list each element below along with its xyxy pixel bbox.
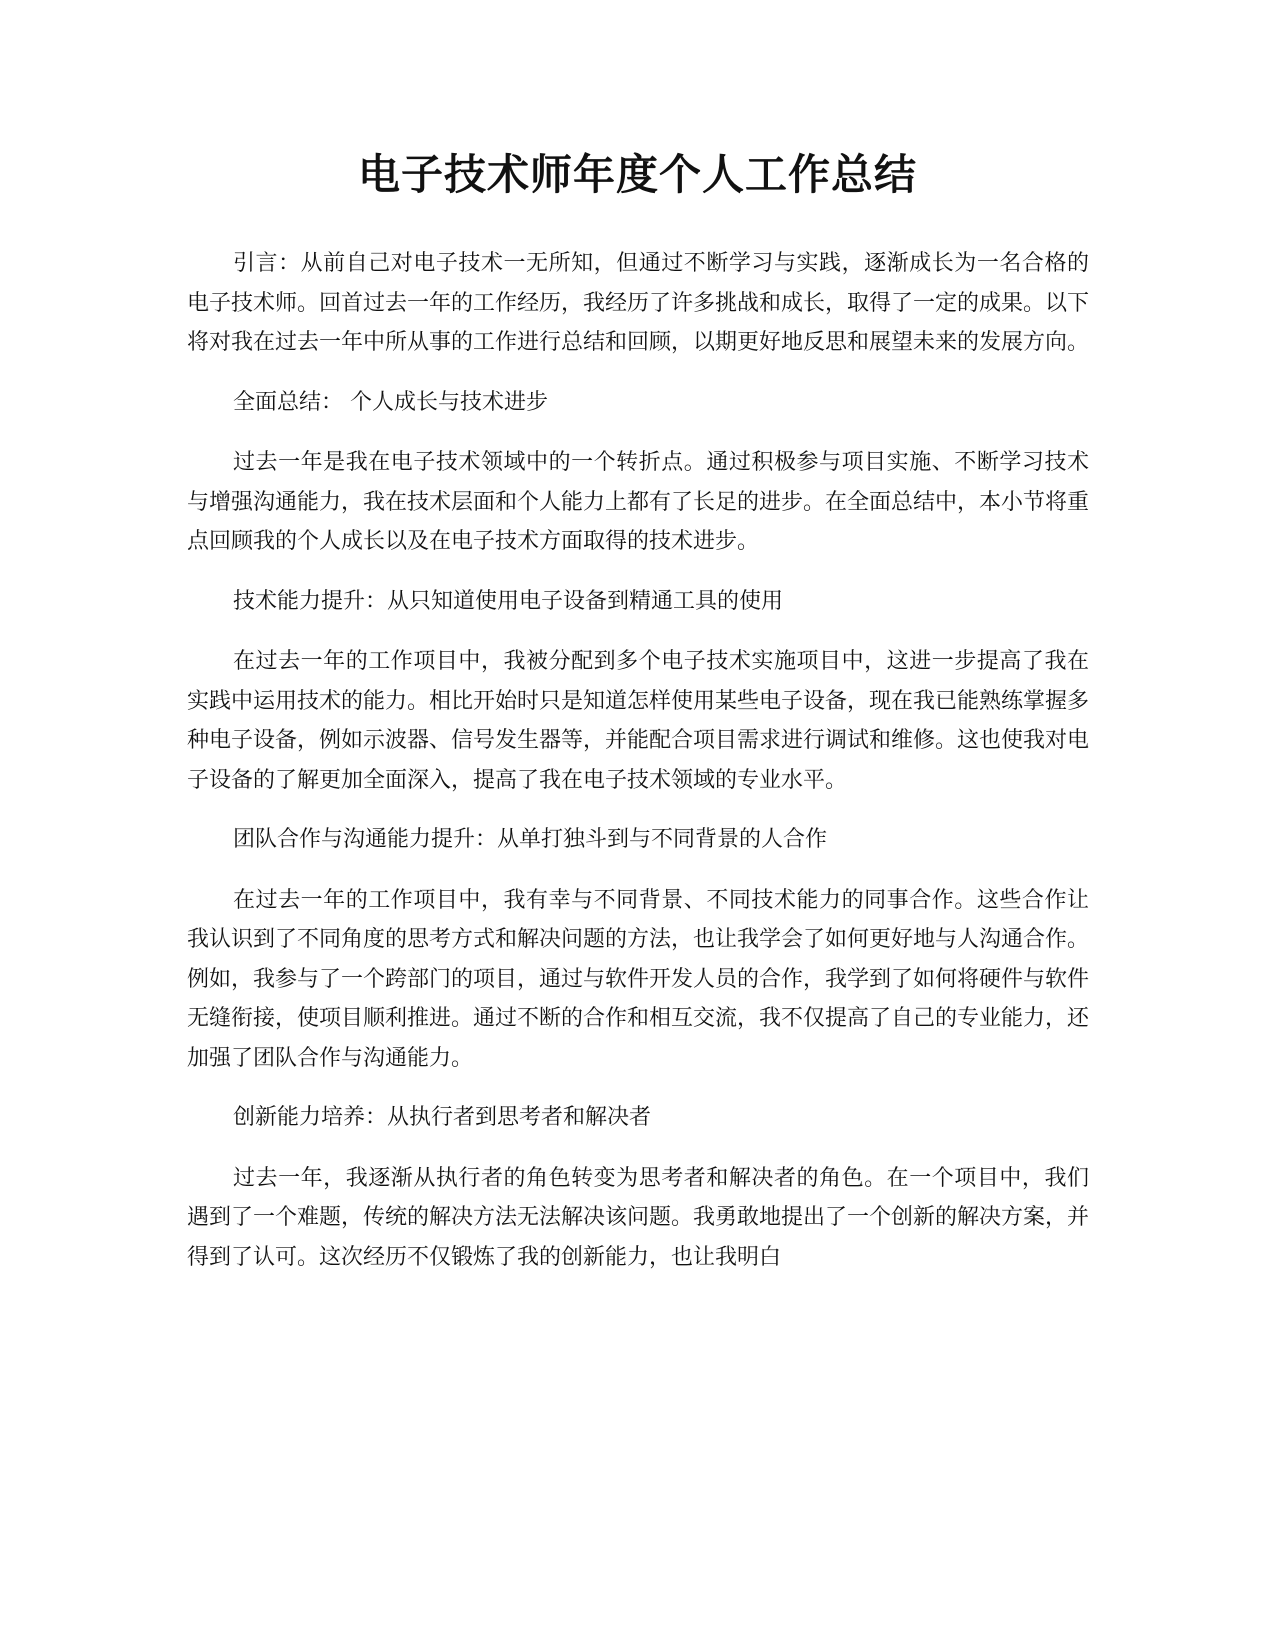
innovation-paragraph: 过去一年，我逐渐从执行者的角色转变为思考者和解决者的角色。在一个项目中，我们遇到了一个难题，传统的解决方法无法解决该问题。我勇敢地提出了一个创新的解决方案，并得到了认可。这次经历不仅锻炼了我的创新能力，也让我明白 [187,1165,1090,1270]
section-heading-teamwork: 团队合作与沟通能力提升：从单打独斗到与不同背景的人合作 [233,827,828,852]
intro-paragraph: 引言：从前自己对电子技术一无所知，但通过不断学习与实践，逐渐成长为一名合格的电子技术师。回首过去一年的工作经历，我经历了许多挑战和成长，取得了一定的成果。以下将对我在过去一年中所从事的工作进行总结和回顾，以期更好地反思和展望未来的发展方向。 [187,251,1090,355]
section-heading-summary: 全面总结： 个人成长与技术进步 [233,389,548,415]
summary-paragraph: 过去一年是我在电子技术领域中的一个转折点。通过积极参与项目实施、不断学习技术与增强沟通能力，我在技术层面和个人能力上都有了长足的进步。在全面总结中，本小节将重点回顾我的个人成长以及在电子技术方面取得的技术进步。 [187,450,1090,554]
teamwork-paragraph: 在过去一年的工作项目中，我有幸与不同背景、不同技术能力的同事合作。这些合作让我认识到了不同角度的思考方式和解决问题的方法，也让我学会了如何更好地与人沟通合作。例如，我参与了一个跨部门的项目，通过与软件开发人员的合作，我学到了如何将硬件与软件无缝衔接，使项目顺利推进。通过不断的合作和相互交流，我不仅提高了自己的专业能力，还加强了团队合作与沟通能力。 [187,887,1090,1071]
section-heading-innovation: 创新能力培养：从执行者到思考者和解决者 [233,1105,652,1130]
document-body [187,244,1089,1297]
section-heading-technical: 技术能力提升：从只知道使用电子设备到精通工具的使用 [233,588,784,614]
document-title: 电子技术师年度个人工作总结 [357,150,917,199]
technical-paragraph: 在过去一年的工作项目中，我被分配到多个电子技术实施项目中，这进一步提高了我在实践中运用技术的能力。相比开始时只是知道怎样使用某些电子设备，现在我已能熟练掌握多种电子设备，例如示波器、信号发生器等，并能配合项目需求进行调试和维修。这也使我对电子设备的了解更加全面深入，提高了我在电子技术领域的专业水平。 [187,649,1090,793]
